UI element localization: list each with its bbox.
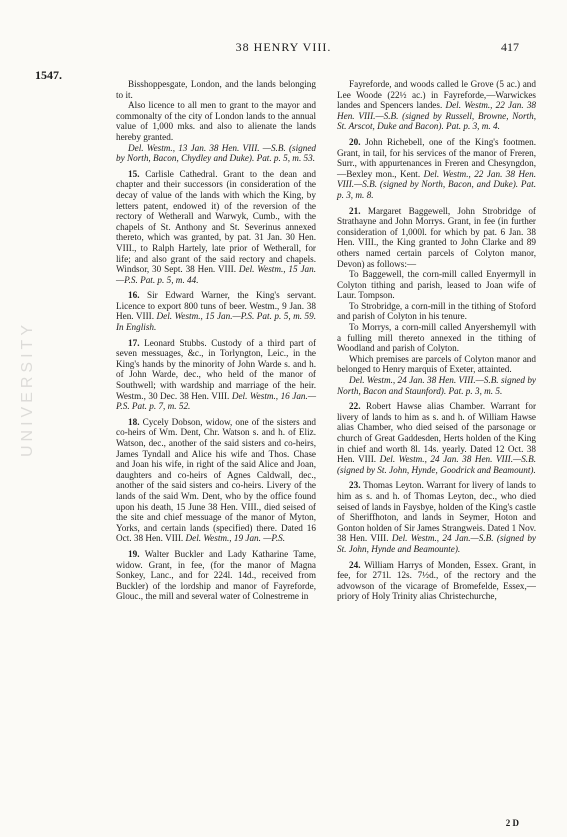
entry-subparagraph: To Baggewell, the corn-mill called Enyermyll in Colyton tithing and parish, leased to Joan wife of Laur. Tompson. bbox=[337, 269, 536, 301]
calendar-entry bbox=[337, 480, 536, 554]
entry-paragraph bbox=[337, 401, 536, 475]
page-header bbox=[0, 40, 567, 56]
entry-number: 17. bbox=[128, 337, 140, 348]
entry-reference: Del. Westm., 24 Jan. 38 Hen. VIII.—S.B. (signed by St. John, Hynde, Goodrick and Beamount). bbox=[337, 454, 537, 475]
calendar-entry bbox=[116, 338, 316, 412]
entry-reference: Del. Westm., 16 Jan.—P.S. Pat. p. 7, m. 52. bbox=[116, 390, 316, 412]
entry-reference: Del. Westm., 24 Jan.—S.B. (signed by St. John, Hynde and Beamounte). bbox=[337, 533, 536, 554]
entry-number: 18. bbox=[128, 416, 140, 427]
entry-paragraph bbox=[116, 290, 316, 332]
entry-text: Carlisle Cathedral. Grant to the dean and chapter and their successors (in consideration of the decay of value of the lands with which the King, by letters patent, endowed it) of the reversion of the rectory of Wetherall and Warwyk, Cumb., with the chapels of St. Anthony and St. Severinus annexed thereto, which was granted, by pat. 31 Jan. 30 Hen. VIII., to Ralph Hartely, late prior of Wetherall, for life; and also grant of the said rectory and chapels. Windsor, 30 Sept. 38 Hen. VIII. bbox=[116, 168, 316, 275]
entry-subparagraph: To Morrys, a corn-mill called Anyershemyll with a fulling mill thereto annexed in the tithing of Woodland and parish of Colyton. bbox=[337, 322, 536, 354]
entry-reference-line bbox=[116, 143, 316, 164]
calendar-entry bbox=[337, 79, 536, 132]
calendar-entry bbox=[116, 169, 316, 286]
entry-reference: Del. Westm., 19 Jan. —P.S. bbox=[185, 533, 286, 544]
entry-number: 24. bbox=[349, 559, 361, 570]
entry-text: Walter Buckler and Lady Katharine Tame, widow. Grant, in fee, (for the manor of Magna Sonkey, Lanc., and for 224l. 14d., received from Buckler) of the lordship and manor of Fayreforde, Glouc., the mill and several water of Colnestreme in bbox=[116, 548, 316, 602]
entry-subparagraph: Which premises are parcels of Colyton manor and belonged to Henry marquis of Exeter, attainted. bbox=[337, 353, 536, 375]
entry-paragraph bbox=[337, 79, 536, 132]
calendar-entry bbox=[337, 206, 536, 397]
entry-number: 21. bbox=[349, 205, 361, 216]
entry-reference: Del. Westm., 15 Jan.—P.S. Pat. p. 5, m. 44. bbox=[116, 264, 317, 285]
calendar-entry bbox=[116, 290, 316, 332]
entry-continuation bbox=[116, 100, 316, 142]
entry-paragraph bbox=[116, 338, 316, 412]
stamp-text: UNIVERSITY bbox=[19, 321, 36, 458]
entry-number: 19. bbox=[128, 548, 140, 559]
entry-paragraph bbox=[116, 169, 316, 286]
entry-paragraph bbox=[337, 137, 536, 201]
calendar-entry bbox=[116, 79, 316, 164]
entry-reference: Del. Westm., 22 Jan. 38 Hen. VIII.—S.B. (signed by North, Bacon, and Duke). Pat. p. 3, m. 8. bbox=[337, 168, 536, 200]
right-column bbox=[337, 79, 536, 607]
entry-paragraph bbox=[116, 79, 316, 100]
entry-subparagraph: To Strobridge, a corn-mill in the tithing of Stoford and parish of Colyton in his tenure. bbox=[337, 300, 536, 322]
entry-text: John Richebell, one of the King's footmen. Grant, in tail, for his services of the manor of Freren, Surr., with appurtenances in Freren and Chesyngdon,—Bexley mon., Kent. bbox=[337, 136, 537, 179]
entry-number: 23. bbox=[349, 480, 361, 491]
year-marker: 1547. bbox=[35, 68, 62, 82]
entry-text: Leonard Stubbs. Custody of a third part of seven messuages, &c., in Torlyngton, Leic., in the King's hands by the minority of John Warde s. and h. of John Warde, dec., who held of the manor of Southwell; with wardship and marriage of the heir. Westm., 30 Dec. 38 Hen. VIII. bbox=[116, 337, 317, 401]
entry-text: William Harrys of Monden, Essex. Grant, in fee, for 271l. 12s. 7½d., of the rectory and the advowson of the vicarage of Bromefelde, Essex,—priory of Holy Trinity alias Christechurche, bbox=[337, 559, 536, 602]
entry-number: 20. bbox=[349, 136, 361, 147]
entry-paragraph bbox=[337, 206, 536, 270]
calendar-entry bbox=[337, 137, 536, 201]
entry-reference: Del. Westm., 24 Jan. 38 Hen. VIII.—S.B. signed by North, Bacon and Staunford). Pat. p. 3, m. 5. bbox=[337, 375, 536, 396]
entry-text: Robert Hawse alias Chamber. Warrant for livery of lands to him as s. and h. of William Hawse alias Chamber, who died seised of the parsonage or church of Great Gaddesden, Herts holden of the King in chief and worth 8l. 14s. yearly. Dated 12 Oct. 38 Hen. VIII. bbox=[337, 401, 537, 465]
entry-number: 15. bbox=[128, 168, 140, 179]
entry-text: Thomas Leyton. Warrant for livery of lands to him as s. and h. of Thomas Leyton, dec., who died seised of lands in Faysbye, holden of the King's castle of Sheriffhoton, and lands in Seymer, Hoton and Gonton holden of Sir James Strangweis. Dated 1 Nov. 38 Hen. VIII. bbox=[337, 480, 536, 544]
library-stamp-watermark bbox=[8, 230, 44, 550]
entry-paragraph bbox=[337, 480, 536, 554]
entry-text: Fayreforde, and woods called le Grove (5 ac.) and Lee Woode (22½ ac.) in Fayreforde,—Warwickes landes and Spencers landes. bbox=[337, 79, 536, 111]
entry-reference: Del. Westm., 13 Jan. 38 Hen. VIII. —S.B. (signed by North, Bacon, Chydley and Duke). Pat. p. 5, m. 53. bbox=[116, 142, 316, 164]
entry-reference: Del. Westm., 15 Jan.—P.S. Pat. p. 5, m. 59. In English. bbox=[116, 311, 316, 333]
entry-number: 16. bbox=[128, 290, 140, 301]
calendar-entry bbox=[116, 549, 316, 602]
calendar-entry bbox=[116, 417, 316, 544]
entry-text: Margaret Baggewell, John Strobridge of Strathayne and John Morrys. Grant, in fee (in further consideration of 1,000l. for which by pat. 6 Jan. 38 Hen. VIII., the King granted to John Clarke and 89 others named certain parcels of Colyton manor, Devon) as follows:— bbox=[337, 205, 536, 269]
entry-text: Cycely Dobson, widow, one of the sisters and co-heirs of Wm. Dent, Chr. Watson s. and h. of Eliz. Watson, dec., another of the said sisters and co-heirs, James Tyndall and Alice his wife and Thos. Chase and Joan his wife, in right of the said Alice and Joan, daughters and co-heirs of Agnes Caldwall, dec., another of the said sisters and co-heirs. Livery of the lands of the said Wm. Dent, who by the office found upon his death, 15 June 38 Hen. VIII., died seised of the site and chief messuage of the manor of Myton, Yorks, and certain lands (specified) there. Dated 16 Oct. 38 Hen. VIII. bbox=[116, 416, 317, 544]
entry-reference-line bbox=[337, 375, 536, 396]
entry-number: 22. bbox=[349, 401, 361, 412]
continuation-text: Also licence to all men to grant to the mayor and commonalty of the city of London lands to the annual value of 1,000 mks. and also to alienate the lands hereby granted. bbox=[116, 100, 316, 142]
entry-text: Bisshoppesgate, London, and the lands belonging to it. bbox=[116, 79, 316, 100]
entry-reference: Del. Westm., 22 Jan. 38 Hen. VIII.—S.B. (signed by Russell, Browne, North, St. Arscot, Duke and Bacon). Pat. p. 3, m. 4. bbox=[337, 100, 537, 132]
running-title: 38 HENRY VIII. bbox=[235, 40, 332, 54]
calendar-entry bbox=[337, 401, 536, 475]
left-column bbox=[116, 79, 316, 607]
entry-text: Sir Edward Warner, the King's servant. Licence to export 800 tuns of beer. Westm., 9 Jan. 38 Hen. VIII. bbox=[116, 290, 316, 322]
entry-paragraph bbox=[116, 417, 316, 544]
signature-mark: 2 D bbox=[505, 818, 519, 828]
page-number: 417 bbox=[501, 40, 519, 54]
entry-paragraph bbox=[337, 560, 536, 602]
calendar-entry bbox=[337, 560, 536, 602]
entry-paragraph bbox=[116, 549, 316, 602]
